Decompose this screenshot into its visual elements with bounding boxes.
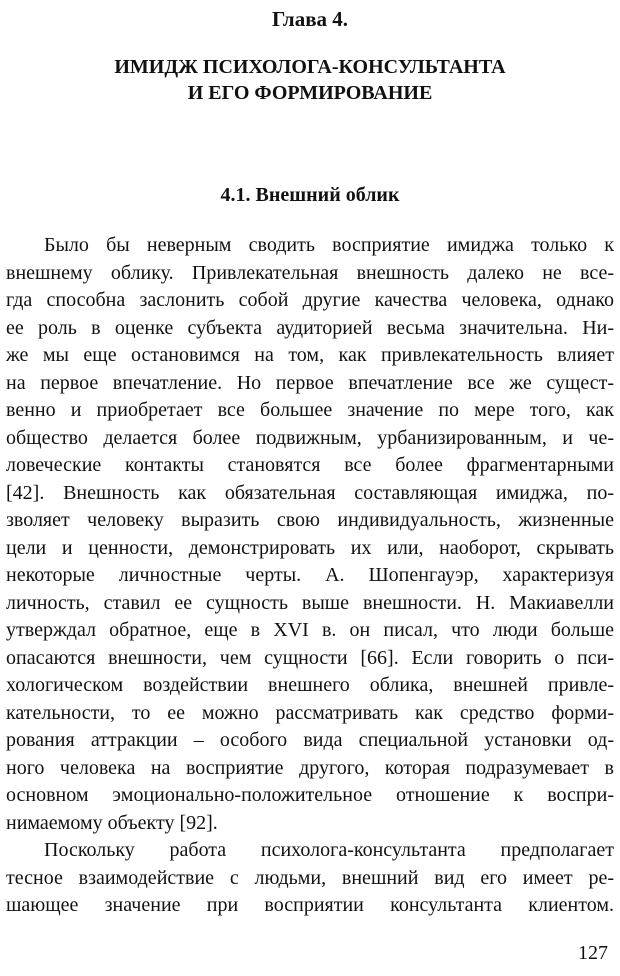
chapter-title	[0, 54, 620, 106]
text-line: общество делается более подвижным, урбанизированным, и че-	[6, 426, 614, 449]
text-line: ее роль в оценке субъекта аудиторией весьма значительна. Ни-	[6, 316, 614, 339]
text-line: цели и ценности, демонстрировать их или, наоборот, скрывать	[6, 536, 614, 559]
text-line: кательности, то ее можно рассматривать как средство форми-	[6, 701, 614, 724]
chapter-title-line: И ЕГО ФОРМИРОВАНИЕ	[187, 82, 433, 104]
text-line: зволяет человеку выразить свою индивидуальность, жизненные	[6, 509, 614, 531]
text-line: шающее значение при восприятии консультанта клиентом.	[6, 894, 614, 916]
text-line: основном эмоционально-положительное отношение к воспри-	[6, 784, 614, 806]
page-number: 127	[578, 942, 608, 964]
text-line: на первое впечатление. Но первое впечатление все же сущест-	[6, 371, 614, 394]
paragraph	[6, 837, 614, 920]
text-line: личность, ставил ее сущность выше внешности. Н. Макиавелли	[6, 591, 614, 614]
text-line: ловеческие контакты становятся все более фрагментарными	[6, 454, 614, 476]
chapter-label: Глава 4.	[271, 7, 349, 31]
text-line: хологическом воздействии внешнего облика, внешней привле-	[6, 674, 614, 696]
text-line: венно и приобретает все большее значение по мере того, как	[6, 399, 614, 421]
paragraph	[6, 232, 614, 837]
text-line: гда способна заслонить собой другие качества человека, однако	[6, 289, 614, 311]
text-line: ного человека на восприятие другого, которая подразумевает в	[6, 756, 614, 779]
text-line: рования аттракции – особого вида специальной установки од-	[6, 729, 614, 751]
text-line: же мы еще остановимся на том, как привлекательность влияет	[6, 344, 614, 366]
text-line: нимаемому объекту [92].	[6, 811, 218, 834]
text-line: внешнему облику. Привлекательная внешность далеко не все-	[6, 261, 614, 284]
text-line: [42]. Внешность как обязательная составляющая имиджа, по-	[6, 481, 614, 504]
body-text	[6, 232, 614, 920]
text-line: тесное взаимодействие с людьми, внешний вид его имеет ре-	[6, 866, 614, 889]
chapter-title-line: ИМИДЖ ПСИХОЛОГА-КОНСУЛЬТАНТА	[114, 56, 506, 78]
text-line: Было бы неверным сводить восприятие имиджа только к	[44, 234, 614, 256]
text-line: утверждал обратное, еще в XVI в. он писал, что люди больше	[6, 619, 614, 641]
text-line: некоторые личностные черты. А. Шопенгауэр, характеризуя	[6, 564, 614, 586]
text-line: опасаются внешности, чем сущности [66]. Если говорить о пси-	[6, 646, 614, 669]
text-line: Поскольку работа психолога-консультанта предполагает	[44, 839, 614, 861]
section-heading: 4.1. Внешний облик	[220, 184, 400, 206]
